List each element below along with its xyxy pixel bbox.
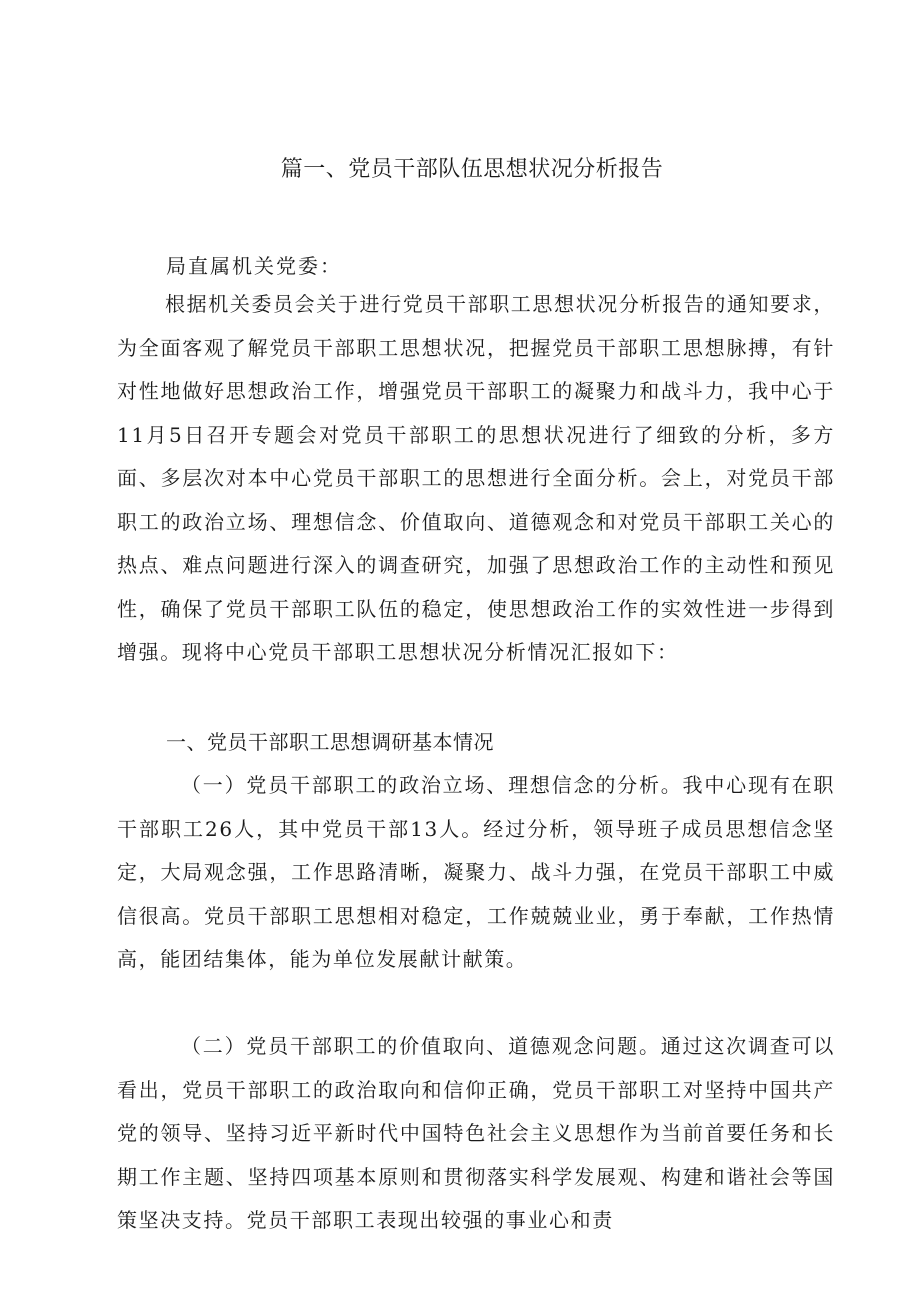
document-title: 篇一、党员干部队伍思想状况分析报告 bbox=[280, 157, 664, 182]
section-heading: 一、党员干部职工思想调研基本情况 bbox=[166, 730, 494, 754]
paragraph-political-stance: （一）党员干部职工的政治立场、理想信念的分析。我中心现有在职干部职工26人，其中党员干部13人。经过分析，领导班子成员思想信念坚定，大局观念强，工作思路清晰，凝聚力、战斗力强，在党员干部职工中威信很高。党员干部职工思想相对稳定，工作兢兢业业，勇于奉献，工作热情高，能团结集体，能为单位发展献计献策。 bbox=[117, 773, 835, 971]
paragraph-intro: 根据机关委员会关于进行党员干部职工思想状况分析报告的通知要求，为全面客观了解党员干部职工思想状况，把握党员干部职工思想脉搏，有针对性地做好思想政治工作，增强党员干部职工的凝聚力和战斗力，我中心于11月5日召开专题会对党员干部职工的思想状况进行了细致的分析，多方面、多层次对本中心党员干部职工的思想进行全面分析。会上，对党员干部职工的政治立场、理想信念、价值取向、道德观念和对党员干部职工关心的热点、难点问题进行深入的调查研究，加强了思想政治工作的主动性和预见性，确保了党员干部职工队伍的稳定，使思想政治工作的实效性进一步得到增强。现将中心党员干部职工思想状况分析情况汇报如下： bbox=[117, 292, 835, 664]
paragraph-values-morals: （二）党员干部职工的价值取向、道德观念问题。通过这次调查可以看出，党员干部职工的政治取向和信仰正确，党员干部职工对坚持中国共产党的领导、坚持习近平新时代中国特色社会主义思想作为当前首要任务和长期工作主题、坚持四项基本原则和贯彻落实科学发展观、构建和谐社会等国策坚决支持。党员干部职工表现出较强的事业心和责 bbox=[117, 1034, 835, 1232]
salutation: 局直属机关党委： bbox=[166, 254, 342, 278]
